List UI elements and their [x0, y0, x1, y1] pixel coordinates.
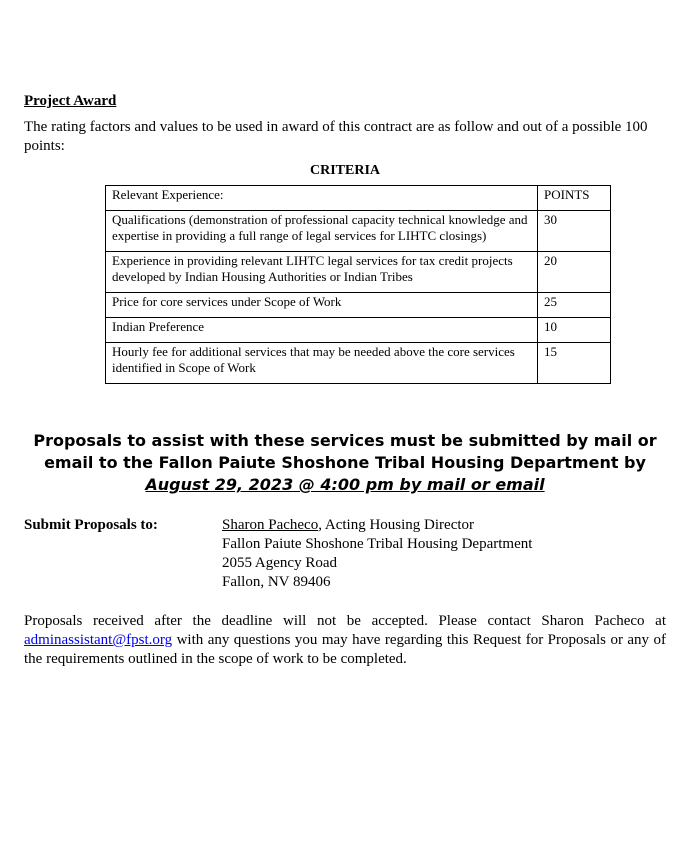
criteria-points: 20: [538, 252, 611, 293]
criteria-factor: Indian Preference: [106, 318, 538, 343]
contact-name: Sharon Pacheco: [222, 517, 319, 533]
closing-text-after-email: with any questions you may have regarding this Request for Proposals or any of the requirements outlined in the scope of work to be completed.: [24, 632, 666, 667]
criteria-header-factor: Relevant Experience:: [106, 186, 538, 211]
contact-line: [222, 516, 532, 535]
criteria-table: [105, 185, 611, 384]
criteria-header-row: [106, 186, 611, 211]
table-row: [106, 211, 611, 252]
criteria-title: CRITERIA: [309, 163, 380, 178]
submit-proposals-label: Submit Proposals to:: [24, 517, 158, 533]
criteria-factor: Qualifications (demonstration of professional capacity technical knowledge and expertise in providing a full range of legal services for LIHTC closings): [106, 211, 538, 252]
address-city: Fallon, NV 89406: [222, 574, 331, 590]
section-heading-project-award: Project Award: [24, 93, 117, 109]
criteria-points: 30: [538, 211, 611, 252]
address-department: Fallon Paiute Shoshone Tribal Housing Department: [222, 536, 533, 552]
table-row: [106, 318, 611, 343]
contact-email-link[interactable]: adminassistant@fpst.org: [24, 632, 173, 648]
submit-proposals-block: [24, 516, 666, 592]
table-row: [106, 252, 611, 293]
intro-paragraph: The rating factors and values to be used in award of this contract are as follow and out of a possible 100 points:: [24, 119, 648, 154]
table-row: [106, 293, 611, 318]
criteria-header-points: POINTS: [538, 186, 611, 211]
closing-text-before-email: Proposals received after the deadline will not be accepted. Please contact Sharon Pacheco at: [24, 613, 666, 629]
criteria-factor: Price for core services under Scope of Work: [106, 293, 538, 318]
mailing-address: [222, 516, 532, 592]
criteria-points: 25: [538, 293, 611, 318]
closing-paragraph: [24, 612, 666, 669]
criteria-factor: Hourly fee for additional services that may be needed above the core services identified in Scope of Work: [106, 343, 538, 384]
criteria-points: 10: [538, 318, 611, 343]
submission-notice: Proposals to assist with these services must be submitted by mail or email to the Fallon Paiute Shoshone Tribal Housing Department by: [33, 431, 657, 472]
criteria-points: 15: [538, 343, 611, 384]
address-street: 2055 Agency Road: [222, 555, 337, 571]
submission-deadline: August 29, 2023 @ 4:00 pm by mail or email: [145, 475, 545, 494]
table-row: [106, 343, 611, 384]
criteria-factor: Experience in providing relevant LIHTC legal services for tax credit projects developed by Indian Housing Authorities or Indian Tribes: [106, 252, 538, 293]
contact-title: , Acting Housing Director: [318, 517, 475, 533]
document-page: [24, 92, 666, 669]
